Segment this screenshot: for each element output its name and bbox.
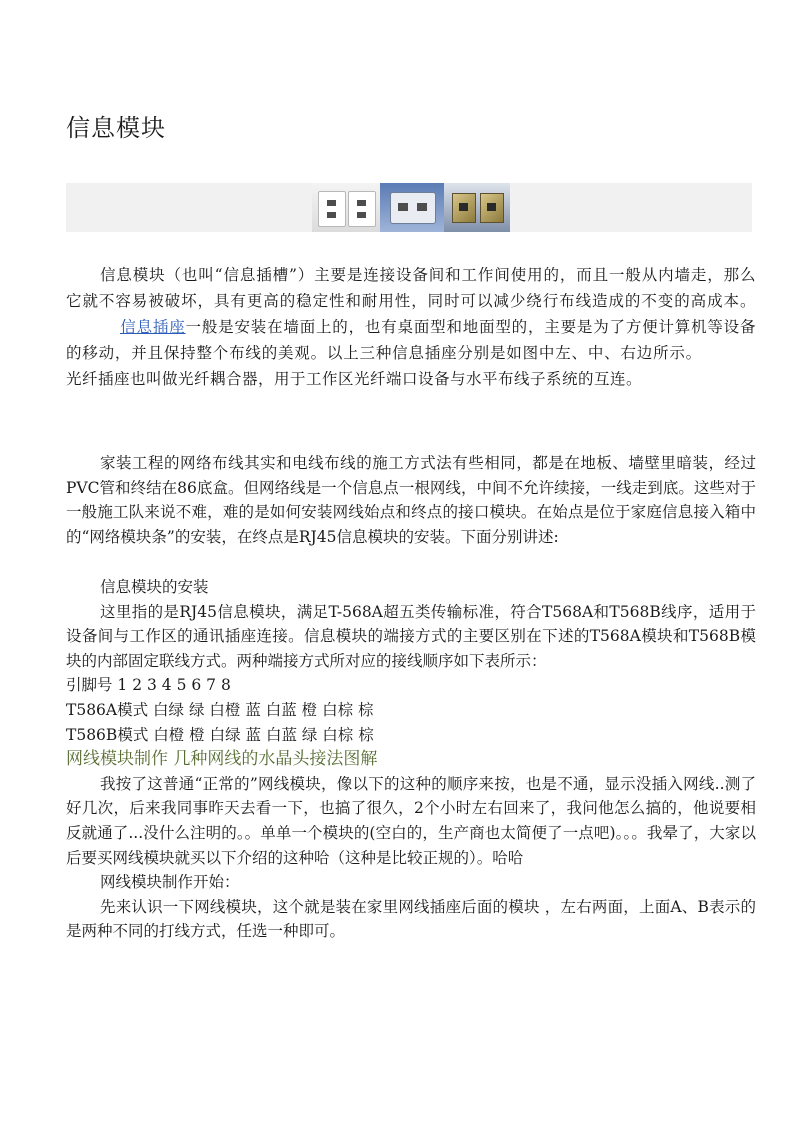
story-paragraph: 我按了这普通“正常的”网线模块，像以下的这种的顺序来按，也是不通，显示没插入网线..测了好几次，后来我同事昨天去看一下，也搞了很久，2个小时左右回来了，我问他怎么搞的，他说要相反就通了...没什么注明的。。单单一个模块的(空白的，生产商也太简便了一点吧)。。。我晕了，大家以后要买网线模块就买以下介绍的这种哈（这种是比较正规的）。哈哈	[66, 774, 756, 867]
jack-icon	[459, 203, 468, 211]
wall-faceplate-image	[312, 183, 380, 232]
intro-text: 信息模块（也叫“信息插槽”）主要是连接设备间和工作间使用的，而且一般从内墙走，那么它就不容易被破坏，具有更高的稳定性和耐用性，同时可以减少绕行布线造成的不变的高成本。	[66, 266, 756, 310]
page-title: 信息模块	[66, 114, 166, 142]
jack-icon	[487, 203, 496, 211]
t586b-row: T586B模式 白橙 橙 白绿 蓝 白蓝 绿 白棕 棕	[66, 725, 374, 744]
intro-paragraph	[66, 262, 756, 392]
keystone-jack-image	[444, 183, 510, 232]
t586a-row: T586A模式 白绿 绿 白橙 蓝 白蓝 橙 白棕 棕	[66, 700, 374, 719]
keystone-icon	[480, 193, 504, 223]
jack-icon	[327, 200, 336, 206]
faceplate-icon	[348, 191, 376, 227]
module-intro-paragraph: 先来认识一下网线模块，这个就是装在家里网线插座后面的模块 ，左右两面，上面A、B表示的是两种不同的打线方式，任选一种即可。	[66, 897, 756, 941]
wiring-paragraph: 家装工程的网络布线其实和电线布线的施工方式法有些相同，都是在地板、墙壁里暗装，经过PVC管和终结在86底盒。但网络线是一个信息点一根网线，中间不允许续接，一线走到底。这些对于一般施工队来说不难，难的是如何安装网线始点和终点的接口模块。在始点是位于家庭信息接入箱中的“网络模块条”的安装，在终点是RJ45信息模块的安装。下面分别讲述:	[66, 454, 756, 546]
intro-text-continued: 一般是安装在墙面上的，也有桌面型和地面型的，主要是为了方便计算机等设备的移动，并且保持整个布线的美观。以上三种信息插座分别是如图中左、中、右边所示。	[66, 318, 756, 362]
jack-icon	[357, 200, 366, 206]
fiber-socket-text: 光纤插座也叫做光纤耦合器，用于工作区光纤端口设备与水平布线子系统的互连。	[66, 370, 643, 388]
jack-icon	[417, 203, 427, 211]
socket-photos-figure	[66, 183, 752, 232]
module-making-heading: 网线模块制作 几种网线的水晶头接法图解	[66, 749, 378, 770]
faceplate-icon	[318, 191, 346, 227]
jack-icon	[327, 212, 336, 218]
keystone-icon	[452, 193, 476, 223]
section-body: 这里指的是RJ45信息模块，满足T-568A超五类传输标准，符合T568A和T568B线序，适用于设备间与工作区的通讯插座连接。信息模块的端接方式的主要区别在下述的T568A模块和T568B模块的内部固定联线方式。两种端接方式所对应的接线顺序如下表所示：	[66, 602, 756, 670]
jack-icon	[357, 212, 366, 218]
jack-icon	[398, 203, 408, 211]
surface-box-icon	[390, 192, 436, 224]
section-heading: 信息模块的安装	[100, 578, 209, 596]
module-install-section	[66, 575, 756, 944]
start-line: 网线模块制作开始：	[100, 873, 240, 892]
pin-number-row: 引脚号 1 2 3 4 5 6 7 8	[66, 676, 231, 695]
surface-box-image	[380, 183, 444, 232]
info-socket-link[interactable]: 信息插座	[120, 318, 186, 336]
